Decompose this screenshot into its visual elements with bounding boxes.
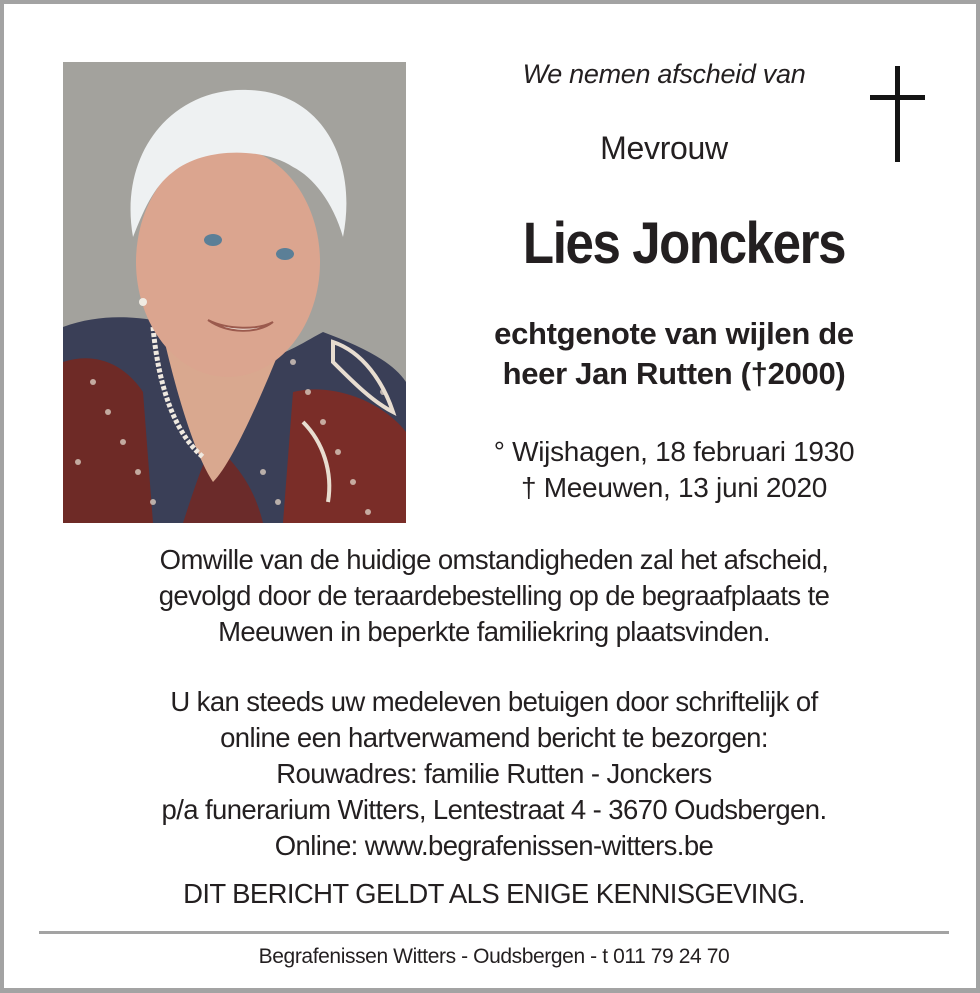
life-dates: [424, 434, 924, 506]
mourning-address: Rouwadres: familie Rutten - Jonckers: [276, 758, 712, 789]
ceremony-paragraph: [44, 542, 944, 650]
footer-divider: [39, 931, 949, 934]
deceased-name: Lies Jonckers: [522, 211, 846, 276]
paragraph-line: U kan steeds uw medeleven betuigen door schriftelijk of: [170, 686, 818, 717]
condolence-paragraph: [44, 684, 944, 864]
closing-notice: DIT BERICHT GELDT ALS ENIGE KENNISGEVING.: [183, 878, 805, 909]
cross-horizontal-bar: [870, 95, 925, 100]
funeral-home-address: p/a funerarium Witters, Lentestraat 4 - 3670 Oudsbergen.: [161, 794, 827, 825]
intro-text: We nemen afscheid van: [522, 59, 806, 89]
portrait-photo: [63, 62, 406, 523]
online-condolence-link[interactable]: Online: www.begrafenissen-witters.be: [274, 830, 714, 861]
portrait-image: [63, 62, 406, 523]
title-prefix: Mevrouw: [600, 130, 728, 166]
spouse-line: echtgenote van wijlen de: [494, 316, 854, 351]
cross-vertical-bar: [895, 66, 900, 162]
paragraph-line: Meeuwen in beperkte familiekring plaatsvinden.: [218, 616, 770, 647]
paragraph-line: online een hartverwamend bericht te bezorgen:: [220, 722, 768, 753]
spouse-info: [424, 314, 924, 394]
paragraph-line: Omwille van de huidige omstandigheden zal het afscheid,: [159, 544, 829, 575]
funeral-home-footer: Begrafenissen Witters - Oudsbergen - t 011 79 24 70: [258, 945, 730, 968]
spouse-line: heer Jan Rutten (†2000): [502, 356, 846, 391]
death-date: † Meeuwen, 13 juni 2020: [521, 472, 827, 503]
birth-date: ° Wijshagen, 18 februari 1930: [493, 436, 855, 467]
paragraph-line: gevolgd door de teraardebestelling op de begraafplaats te: [158, 580, 830, 611]
